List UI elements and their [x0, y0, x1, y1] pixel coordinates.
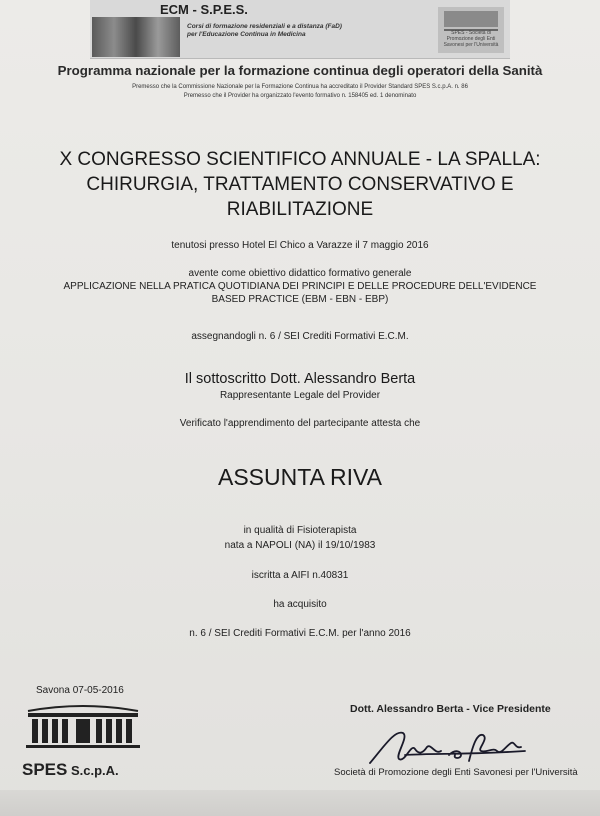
credits-assigned: assegnandogli n. 6 / SEI Crediti Formativi E.C.M. [191, 331, 409, 342]
premise-line-1: Premesso che la Commissione Nazionale per la Formazione Continua ha accreditato il Provider Standard SPES S.c.p.A. n. 86 [132, 84, 468, 90]
participant-name: ASSUNTA RIVA [217, 464, 383, 490]
society-name: Società di Promozione degli Enti Savonesi per l'Università [334, 767, 578, 778]
registration-line: iscritta a AIFI n.40831 [251, 570, 349, 581]
acquired-line: ha acquisito [273, 599, 327, 610]
signature-name: Dott. Alessandro Berta - Vice Presidente [350, 703, 551, 715]
verified-line: Verificato l'apprendimento del partecipante attesta che [179, 418, 421, 429]
header-logo-text: SPES - Società di Promozione degli Enti Savonesi per l'Università [443, 30, 499, 48]
signer-line: Il sottoscritto Dott. Alessandro Berta [184, 371, 416, 387]
venue-line: tenutosi presso Hotel El Chico a Varazze il 7 maggio 2016 [171, 240, 429, 251]
bottom-edge [0, 790, 600, 816]
objective-line-1: APPLICAZIONE NELLA PRATICA QUOTIDIANA DEI PRINCIPI E DELLE PROCEDURE DELL'EVIDENCE [63, 281, 537, 292]
signer-role: Rappresentante Legale del Provider [219, 390, 381, 401]
spes-brand-text: SPES [22, 760, 68, 779]
spes-suffix: S.c.p.A. [67, 763, 119, 778]
birth-line: nata a NAPOLI (NA) il 19/10/1983 [224, 540, 376, 551]
credits-year-line: n. 6 / SEI Crediti Formativi E.C.M. per l'anno 2016 [189, 628, 411, 639]
spes-brand [22, 760, 119, 780]
programme-title: Programma nazionale per la formazione continua degli operatori della Sanità [57, 63, 543, 78]
qualification-line: in qualità di Fisioterapista [243, 525, 357, 536]
premise-line-2: Premesso che il Provider ha organizzato l'evento formativo n. 158405 ed. 1 denominato [183, 93, 417, 99]
spes-logo-icon [24, 705, 142, 751]
objective-line-2: BASED PRACTICE (EBM - EBN - EBP) [211, 294, 389, 305]
header-banner [90, 0, 510, 59]
objective-intro: avente come obiettivo didattico formativo generale [188, 268, 412, 279]
event-title: X CONGRESSO SCIENTIFICO ANNUALE - LA SPALLA: CHIRURGIA, TRATTAMENTO CONSERVATIVO E RIABILITAZIONE [59, 149, 541, 220]
group-photo [92, 17, 180, 57]
ecm-subtitle-line-1: Corsi di formazione residenziali e a distanza (FaD) [187, 23, 342, 30]
ecm-subtitle [187, 23, 417, 39]
ecm-title: ECM - S.P.E.S. [160, 2, 248, 17]
ecm-subtitle-line-2: per l'Educazione Continua in Medicina [187, 31, 306, 38]
handwritten-signature [365, 725, 535, 770]
place-date: Savona 07-05-2016 [36, 685, 124, 696]
